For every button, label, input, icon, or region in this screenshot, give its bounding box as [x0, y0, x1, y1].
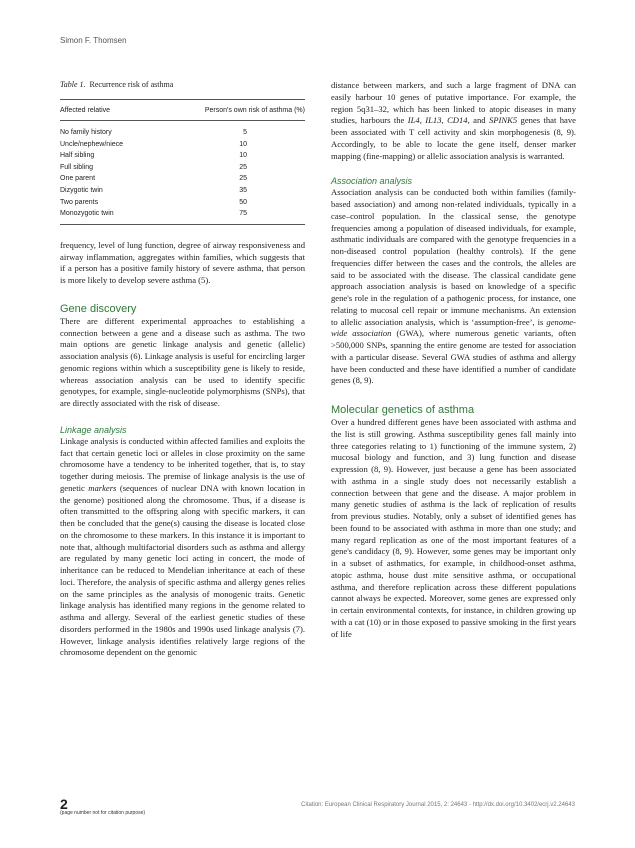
running-head-author: Simon F. Thomsen — [60, 36, 127, 45]
footer-citation: Citation: European Clinical Respiratory Journal 2015, 2: 24643 - http://dx.doi.org/10.3402/ecrj.v2.24643 — [301, 802, 575, 808]
heading-gene-discovery: Gene discovery — [60, 302, 137, 315]
cell-risk: 10 — [239, 140, 247, 148]
table-label: Table 1. — [60, 80, 86, 89]
cell-risk: 10 — [239, 152, 247, 160]
heading-linkage-analysis: Linkage analysis — [60, 424, 127, 435]
cell-risk: 75 — [239, 210, 247, 218]
cell-risk: 25 — [239, 163, 247, 171]
paragraph-association-analysis: Association analysis can be conducted both within families (family-based association) and among non-related individuals, typically in a case–control population. In the classical sense, the genotype frequencies among a population of diseased individuals, for example, asthmatic individuals are compared with the genotype frequencies in a non-diseased control population (healthy controls). If the gene frequencies differ between the cases and the controls, the alleles are said to be associated with the disease. The classical candidate gene approach association analysis is based on knowledge of a specific gene's role in the regulation of a pathogenic process, for instance, one relating to mucosal cell repair or immune mechanisms. An extension to allelic association analysis, which is ‘assumption-free’, is genome-wide association (GWA), where numerous genetic variants, often >500,000 SNPs, spanning the entire genome are tested for association with a particular disease. Several GWA studies of asthma and allergy have been conducted and these have identified a number of candidate genes (8, 9). — [331, 187, 576, 386]
table-row — [60, 162, 305, 174]
cell-risk: 35 — [239, 186, 247, 194]
cell-relative: Dizygotic twin — [60, 186, 103, 194]
table-title: Recurrence risk of asthma — [89, 80, 174, 89]
paragraph-molecular-genetics: Over a hundred different genes have been associated with asthma and the list is still growing. Asthma susceptibility genes fall mainly into three categories relating to 1) functioning of the immune system, 2) mucosal biology and function, and 3) lung function and disease expression (8, 9). However, just because a gene has been associated with asthma in a single study does not necessarily establish a connection between that gene and the disease. A major problem in many genetic studies of asthma is the lack of replication of results from previous studies. Notably, only a subset of identified genes has been found to be associated with asthma in more than one study; and many regard replication as one of the most important features of a gene's candidacy (8, 9). However, some genes may be important only in a subset of asthmatics, for example, in childhood-onset asthma, atopic asthma, house dust mite sensitive asthma, or occupational asthma, and therefore replication across these different populations cannot always be expected. Moreover, some genes are expressed only in certain environmental contexts, for instance, in children growing up with a cat (10) or in those exposed to passive smoking in the first years of life — [331, 417, 576, 639]
table-row — [60, 173, 305, 185]
cell-risk: 50 — [239, 198, 247, 206]
cell-risk: 25 — [239, 175, 247, 183]
right-column — [331, 80, 576, 640]
cell-relative: Two parents — [60, 198, 99, 206]
cell-relative: Uncle/nephew/niece — [60, 140, 124, 148]
table-row — [60, 208, 305, 224]
table-caption — [60, 80, 305, 90]
cell-relative: One parent — [60, 175, 96, 183]
cell-risk: 5 — [243, 129, 247, 136]
paragraph-intro: frequency, level of lung function, degree of airway responsiveness and airway inflammation, aggregates within families, which suggests that if a person has a positive family history of severe asthma, that person is more likely to develop severe asthma (5). — [60, 239, 305, 285]
table-row — [60, 197, 305, 209]
paragraph-gene-discovery: There are different experimental approaches to establishing a connection between a gene and a disease such as asthma. The two main options are genetic linkage analysis and genetic (allelic) association analysis (6). Linkage analysis is useful for encircling larger genomic regions within which a susceptibility gene is likely to reside, whereas association analysis can be used to identify specific genotypes, for example, single-nucleotide polymorphisms (SNPs), that are directly associated with the risk of disease. — [60, 315, 305, 408]
recurrence-risk-table — [60, 99, 305, 225]
cell-relative: No family history — [60, 129, 112, 136]
paragraph-linkage-analysis: Linkage analysis is conducted within affected families and exploits the fact that certain genetic loci or alleles in close proximity on the same chromosome have a tendency to be inherited together, that is, to stay together during meiosis. The premise of linkage analysis is the use of genetic markers (sequences of nuclear DNA with known location in the genome) positioned along the chromosome. Thus, if a disease is often transmitted to the offspring along with specific markers, it can then be concluded that the gene(s) causing the disease is located close on the chromosome to these markers. In this instance it is important to note that, although multifactorial disorders such as asthma and allergy are regulated by many genetic loci acting in concert, the mode of inheritance can be reduced to Mendelian inheritance at each of these loci. Therefore, the analysis of specific asthma and allergy genes relies on the same principles as the analysis of monogenic traits. Genetic linkage analysis has identified many regions in the genome related to asthma and allergy. Several of the earliest genetic studies of these disorders performed in the 1980s and 1990s used linkage analysis (7). However, linkage analysis identifies relatively large regions of the chromosome dependent on the genomic — [60, 435, 306, 658]
cell-relative: Half sibling — [60, 152, 95, 160]
table-row — [60, 185, 305, 197]
left-column — [60, 80, 305, 659]
heading-association-analysis: Association analysis — [331, 176, 413, 187]
page-number-note: (page number not for citation purpose) — [60, 810, 146, 816]
col-header-relative: Affected relative — [60, 100, 155, 121]
table-header-row — [60, 100, 305, 121]
paragraph-continued: distance between markers, and such a large fragment of DNA can easily harbour 10 genes of putative importance. For example, the region 5q31–32, which has been linked to atopic diseases in many studies, harbours the IL4, IL13, CD14, and SPINK5 genes that have been associated with T cell activity and skin morphogenesis (8, 9). Accordingly, to be able to locate the gene itself, denser marker mapping (fine-mapping) or allelic association analysis is warranted. — [331, 80, 576, 161]
cell-relative: Monozygotic twin — [60, 210, 114, 218]
page-number: 2 — [60, 796, 68, 812]
heading-molecular-genetics: Molecular genetics of asthma — [331, 404, 475, 416]
table-row — [60, 139, 305, 151]
cell-relative: Full sibling — [60, 163, 94, 171]
col-header-risk: Person's own risk of asthma (%) — [155, 100, 305, 121]
table-row — [60, 150, 305, 162]
table-row — [60, 121, 305, 139]
